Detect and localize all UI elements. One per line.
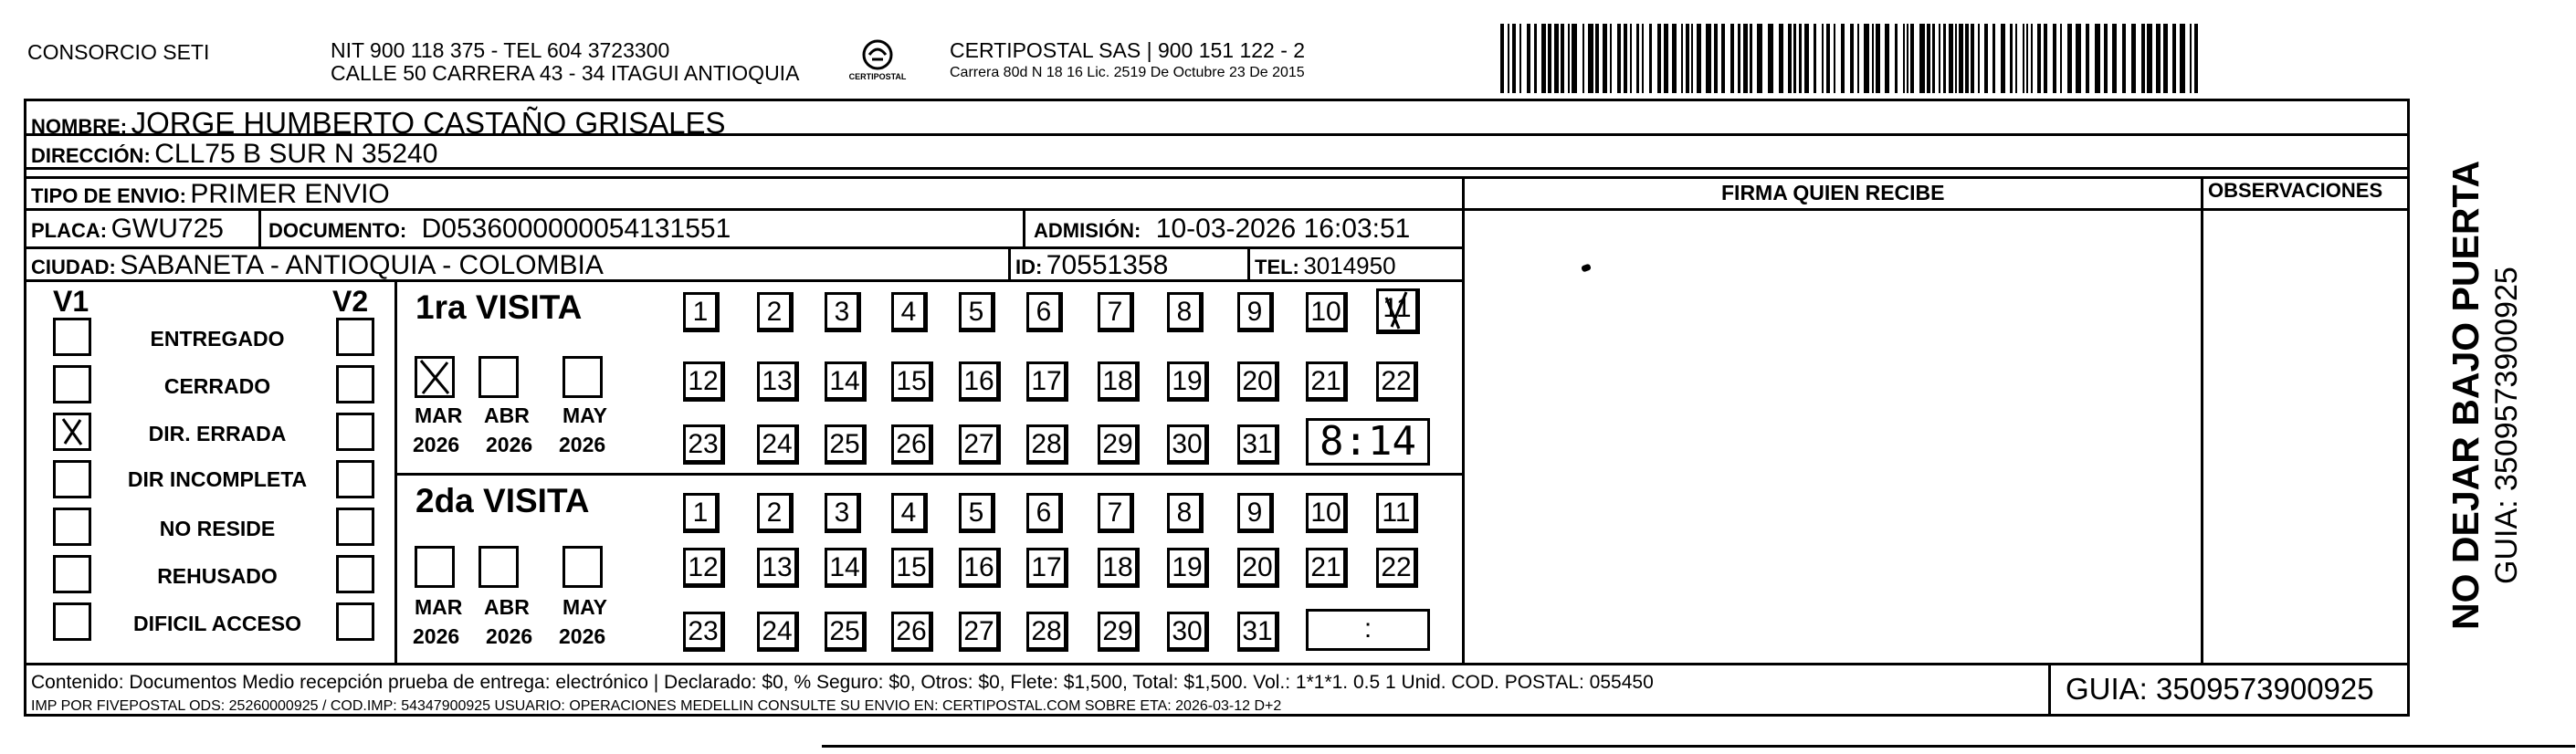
nit-line: NIT 900 118 375 - TEL 604 3723300: [331, 38, 670, 62]
ciudad-id-divider: [1008, 246, 1011, 279]
visit2-day-15[interactable]: 15: [891, 548, 933, 588]
visit1-day-11[interactable]: 11: [1376, 288, 1420, 334]
v2-checkbox-cerrado[interactable]: [336, 365, 374, 403]
visit1-day-5[interactable]: 5: [959, 292, 995, 332]
frame-bottom: [24, 714, 2410, 717]
frame-top: [24, 99, 2409, 101]
side-warning: NO DEJAR BAJO PUERTA: [2445, 160, 2487, 630]
visit1-time-field[interactable]: 8:14: [1306, 418, 1430, 466]
visit1-day-31[interactable]: 31: [1237, 424, 1279, 465]
bottom-rule: [822, 745, 2575, 748]
nombre-row: [31, 108, 726, 138]
visit1-day-17[interactable]: 17: [1026, 361, 1068, 402]
logo-text: CERTIPOSTAL: [848, 72, 907, 81]
status-entregado: ENTREGADO: [150, 327, 285, 351]
visit1-month-may-checkbox[interactable]: [563, 356, 603, 398]
guia-box-divider: [2048, 663, 2051, 716]
visit2-day-3[interactable]: 3: [825, 493, 861, 533]
v1-checkbox-rehusado[interactable]: [53, 555, 91, 593]
visit2-day-28[interactable]: 28: [1026, 612, 1068, 652]
x-mark-icon: [417, 359, 452, 395]
visit2-day-4[interactable]: 4: [891, 493, 928, 533]
visit1-month-abr: ABR: [484, 403, 530, 427]
ciudad-value: SABANETA - ANTIOQUIA - COLOMBIA: [120, 250, 604, 280]
visit1-year-abr: 2026: [486, 433, 533, 456]
visit1-day-22[interactable]: 22: [1376, 361, 1418, 402]
tipo-row: [31, 181, 390, 208]
visit2-year-may: 2026: [559, 624, 606, 648]
visit1-day-3[interactable]: 3: [825, 292, 861, 332]
visit-sep: [394, 473, 1462, 476]
visit2-day-12[interactable]: 12: [683, 548, 725, 588]
direccion-label: DIRECCIÓN:: [31, 144, 151, 167]
observaciones-header: OBSERVACIONES: [2208, 179, 2383, 202]
company-name: CONSORCIO SETI: [27, 40, 210, 64]
visit2-day-29[interactable]: 29: [1098, 612, 1140, 652]
visit2-month-mar: MAR: [415, 595, 463, 619]
visit1-day-21[interactable]: 21: [1306, 361, 1348, 402]
direccion-value: CLL75 B SUR N 35240: [154, 139, 438, 169]
visit2-day-21[interactable]: 21: [1306, 548, 1348, 588]
visit1-day-12[interactable]: 12: [683, 361, 725, 402]
row-sep-footer: [24, 663, 2409, 665]
placa-row: [31, 215, 224, 243]
visit2-day-5[interactable]: 5: [959, 493, 995, 533]
v2-checkbox-no-reside[interactable]: [336, 508, 374, 546]
visit1-day-27[interactable]: 27: [959, 424, 1001, 465]
visit1-title: 1ra VISITA: [415, 288, 583, 326]
visit2-day-18[interactable]: 18: [1098, 548, 1140, 588]
visit2-day-20[interactable]: 20: [1237, 548, 1279, 588]
placa-doc-divider: [258, 208, 261, 246]
side-guia: GUIA: 3509573900925: [2489, 267, 2524, 584]
visit2-month-may-checkbox[interactable]: [563, 546, 603, 588]
v1-checkbox-dir-errada[interactable]: [53, 413, 91, 451]
col-header-sep: [1465, 208, 2408, 211]
admision-label: ADMISIÓN:: [1034, 219, 1141, 242]
v2-checkbox-dificil-acceso[interactable]: [336, 602, 374, 641]
visit2-day-19[interactable]: 19: [1167, 548, 1209, 588]
firma-left-border: [1462, 176, 1465, 663]
visit2-day-2[interactable]: 2: [757, 493, 794, 533]
visit1-day-18[interactable]: 18: [1098, 361, 1140, 402]
visit1-day-28[interactable]: 28: [1026, 424, 1068, 465]
id-value: 70551358: [1046, 250, 1169, 280]
visit2-time-field[interactable]: :: [1306, 609, 1430, 651]
obs-left-border: [2201, 176, 2203, 663]
visit1-day-20[interactable]: 20: [1237, 361, 1279, 402]
visit2-day-24[interactable]: 24: [757, 612, 799, 652]
visit2-day-9[interactable]: 9: [1237, 493, 1274, 533]
row-sep-5: [24, 246, 1462, 249]
status-dir-incompleta: DIR INCOMPLETA: [127, 467, 308, 491]
v1-checkbox-cerrado[interactable]: [53, 365, 91, 403]
visit1-day-14[interactable]: 14: [825, 361, 867, 402]
ciudad-label: CIUDAD:: [31, 256, 116, 278]
visit2-day-23[interactable]: 23: [683, 612, 725, 652]
visit2-day-8[interactable]: 8: [1167, 493, 1204, 533]
certipostal-logo: [847, 35, 908, 91]
address-line: CALLE 50 CARRERA 43 - 34 ITAGUI ANTIOQUIA: [331, 61, 800, 85]
visit2-day-27[interactable]: 27: [959, 612, 1001, 652]
footer-contenido: Contenido: Documentos Medio recepción prueba de entrega: electrónico | Declarado: $0, % Seguro: $0, Otros: $0, Flete: $1,500, Total: $1,500. Vol.: 1*1*1. 0.5 1 Unid. COD. POSTAL: 055450: [31, 672, 1654, 693]
license-line: Carrera 80d N 18 16 Lic. 2519 De Octubre 23 De 2015: [950, 65, 1305, 80]
direccion-row: [31, 141, 437, 168]
v1-checkbox-no-reside[interactable]: [53, 508, 91, 546]
footer-guia: GUIA: 3509573900925: [2066, 672, 2374, 706]
visit1-day-7[interactable]: 7: [1098, 292, 1134, 332]
day-check-mark-icon: [1379, 288, 1419, 332]
frame-right: [2407, 99, 2410, 717]
v2-label: V2: [332, 285, 369, 318]
tel-value: 3014950: [1303, 252, 1396, 279]
visit1-month-mar-checkbox[interactable]: [415, 356, 455, 398]
certipostal-line: CERTIPOSTAL SAS | 900 151 122 - 2: [950, 38, 1306, 62]
v2-checkbox-dir-errada[interactable]: [336, 413, 374, 451]
visit1-month-may: MAY: [563, 403, 607, 427]
id-tel-divider: [1247, 246, 1250, 279]
visit1-day-30[interactable]: 30: [1167, 424, 1209, 465]
nombre-value: JORGE HUMBERTO CASTAÑO GRISALES: [131, 106, 726, 140]
visit2-day-7[interactable]: 7: [1098, 493, 1134, 533]
v2-checkbox-dir-incompleta[interactable]: [336, 460, 374, 498]
visit2-day-13[interactable]: 13: [757, 548, 799, 588]
id-row: [1015, 252, 1168, 279]
visit1-day-24[interactable]: 24: [757, 424, 799, 465]
visit1-month-mar: MAR: [415, 403, 463, 427]
visit1-day-4[interactable]: 4: [891, 292, 928, 332]
visit2-day-14[interactable]: 14: [825, 548, 867, 588]
status-dir-errada: DIR. ERRADA: [148, 422, 287, 445]
visit2-day-16[interactable]: 16: [959, 548, 1001, 588]
visit2-day-6[interactable]: 6: [1026, 493, 1063, 533]
v2-checkbox-entregado[interactable]: [336, 318, 374, 356]
status-no-reside: NO RESIDE: [159, 517, 276, 540]
placa-value: GWU725: [110, 214, 224, 244]
visit2-day-1[interactable]: 1: [683, 493, 720, 533]
v1-checkbox-entregado[interactable]: [53, 318, 91, 356]
admision-value: 10-03-2026 16:03:51: [1155, 214, 1411, 244]
visit1-day-6[interactable]: 6: [1026, 292, 1063, 332]
x-mark-icon: [56, 415, 89, 448]
documento-row: [268, 215, 731, 243]
visit1-day-26[interactable]: 26: [891, 424, 933, 465]
placa-label: PLACA:: [31, 219, 108, 242]
visit2-day-25[interactable]: 25: [825, 612, 867, 652]
visit2-month-abr-checkbox[interactable]: [478, 546, 519, 588]
visit2-day-10[interactable]: 10: [1306, 493, 1348, 533]
tipo-value: PRIMER ENVIO: [190, 179, 390, 209]
visit2-year-abr: 2026: [486, 624, 533, 648]
status-dificil-acceso: DIFICIL ACCESO: [132, 612, 301, 635]
v2-checkbox-rehusado[interactable]: [336, 555, 374, 593]
visit2-month-abr: ABR: [484, 595, 530, 619]
visit1-day-1[interactable]: 1: [683, 292, 720, 332]
documento-value: D0536000000054131551: [421, 214, 731, 244]
visit1-day-25[interactable]: 25: [825, 424, 867, 465]
visit2-month-may: MAY: [563, 595, 607, 619]
visit1-day-13[interactable]: 13: [757, 361, 799, 402]
firma-header: FIRMA QUIEN RECIBE: [1721, 181, 1945, 204]
visit2-year-mar: 2026: [413, 624, 460, 648]
visit2-day-22[interactable]: 22: [1376, 548, 1418, 588]
visit2-day-30[interactable]: 30: [1167, 612, 1209, 652]
visit2-day-17[interactable]: 17: [1026, 548, 1068, 588]
visit2-day-11[interactable]: 11: [1376, 493, 1418, 533]
admision-row: [1034, 215, 1410, 243]
visit1-day-23[interactable]: 23: [683, 424, 725, 465]
visit1-year-may: 2026: [559, 433, 606, 456]
doc-adm-divider: [1023, 208, 1025, 246]
visit1-day-9[interactable]: 9: [1237, 292, 1274, 332]
tel-row: [1255, 254, 1396, 278]
visit1-month-abr-checkbox[interactable]: [478, 356, 519, 398]
visit1-year-mar: 2026: [413, 433, 460, 456]
status-visit-divider: [394, 279, 397, 663]
visit1-day-8[interactable]: 8: [1167, 292, 1204, 332]
visit2-month-mar-checkbox[interactable]: [415, 546, 455, 588]
visit1-day-2[interactable]: 2: [757, 292, 794, 332]
tipo-label: TIPO DE ENVIO:: [31, 184, 186, 207]
v1-checkbox-dificil-acceso[interactable]: [53, 602, 91, 641]
visit2-day-31[interactable]: 31: [1237, 612, 1279, 652]
visit1-day-16[interactable]: 16: [959, 361, 1001, 402]
frame-left: [24, 99, 26, 717]
documento-label: DOCUMENTO:: [268, 219, 407, 242]
ciudad-row: [31, 252, 604, 279]
footer-imp: IMP POR FIVEPOSTAL ODS: 25260000925 / COD.IMP: 54347900925 USUARIO: OPERACIONES MEDELLIN CONSULTE SU ENVIO EN: CERTIPOSTAL.COM SOBRE ETA: 2026-03-12 D+2: [31, 698, 1282, 714]
barcode: [1500, 24, 2203, 93]
ink-mark: [1581, 264, 1592, 273]
visit1-day-19[interactable]: 19: [1167, 361, 1209, 402]
tel-label: TEL:: [1255, 256, 1299, 278]
status-rehusado: REHUSADO: [157, 564, 278, 588]
v1-label: V1: [53, 285, 89, 318]
id-label: ID:: [1015, 256, 1043, 278]
visit1-day-15[interactable]: 15: [891, 361, 933, 402]
visit2-title: 2da VISITA: [415, 482, 590, 519]
v1-checkbox-dir-incompleta[interactable]: [53, 460, 91, 498]
visit1-day-10[interactable]: 10: [1306, 292, 1348, 332]
nombre-label: NOMBRE:: [31, 115, 128, 138]
visit1-day-29[interactable]: 29: [1098, 424, 1140, 465]
visit2-day-26[interactable]: 26: [891, 612, 933, 652]
status-cerrado: CERRADO: [163, 374, 271, 398]
